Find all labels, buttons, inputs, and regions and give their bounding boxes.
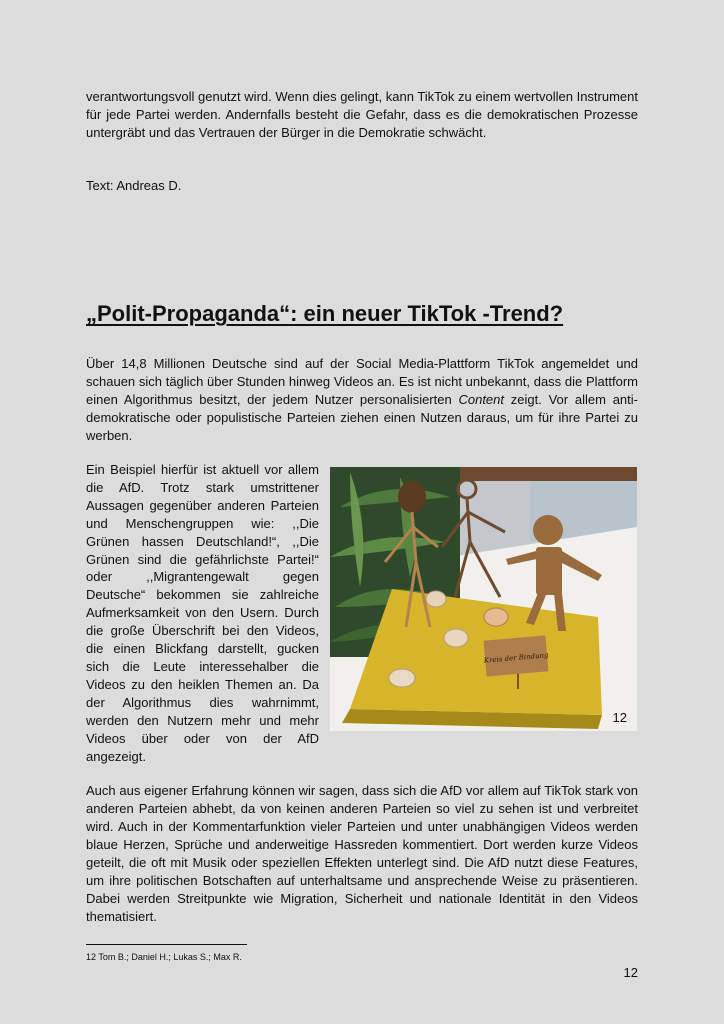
- footnote-divider: [86, 944, 247, 945]
- para1-text-before: Über 14,8 Millionen Deutsche sind auf der Social Media-Plattform TikTok angemeldet und schauen sich täglich über Stunden hinweg Videos an. Es ist nicht unbekannt, dass die Plattform einen Algorithmus besitzt, der jedem Nutzer personalisierten: [86, 356, 638, 407]
- page-number: 12: [623, 965, 638, 980]
- window-frame: [450, 467, 637, 481]
- footnote: 12 Tom B.; Daniel H.; Lukas S.; Max R.: [86, 952, 242, 962]
- author-credit: Text: Andreas D.: [86, 178, 182, 193]
- shell: [484, 608, 508, 626]
- article-paragraph-1: [86, 355, 638, 445]
- diorama-photo: [330, 467, 637, 731]
- shell: [389, 669, 415, 687]
- photo-label: 12: [612, 710, 627, 725]
- article-heading: „Polit-Propaganda“: ein neuer TikTok -Trend?: [86, 301, 564, 326]
- para1-emphasis: Content: [458, 392, 505, 407]
- intro-paragraph: verantwortungsvoll genutzt wird. Wenn dies gelingt, kann TikTok zu einem wertvollen Instrument für jede Partei werden. Andernfalls besteht die Gefahr, dass es die demokratischen Prozesse untergräbt und das Vertrauen der Bürger in die Demokratie schwächt.: [86, 89, 638, 140]
- article-paragraph-3: Auch aus eigener Erfahrung können wir sagen, dass sich die AfD vor allem auf TikTok stark von anderen Parteien abhebt, da von keinen anderen Parteien so viel zu sehen ist und verbreitet wird. Auch in der Kommentarfunktion vieler Parteien und unter unabhängigen Videos werden blaue Herzen, Sprüche und anderweitige Hassreden kommentiert. Dort werden kurze Videos geteilt, die oft mit Musik oder speziellen Effekten unterlegt sind. Die AfD nutzt diese Features, um ihre politischen Botschaften auf unterhaltsame und ansprechende Weise zu präsentieren. Dabei werden Streitpunkte wie Migration, Sicherheit und nationale Identität in den Videos thematisiert.: [86, 783, 638, 924]
- article-paragraph-2: Ein Beispiel hierfür ist aktuell vor allem die AfD. Trotz stark umstrittener Aussagen gegenüber anderen Parteien und Menschengruppen wie: ,,Die Grünen hassen Deutschland!“, ,,Die Grünen sind die gefährlichste Partei!“ oder ,,Migrantengewalt gegen Deutsche“ bekommen sie zahlreiche Aufmerksamkeit von den Usern. Durch die große Überschrift bei den Videos, die einen Blickfang darstellt, gucken sich die Leute interessehalber die Videos zu den heiklen Themen an. Da der Algorithmus dies wahrnimmt, werden den Nutzern mehr und mehr Videos über oder von der AfD angezeigt.: [86, 462, 319, 764]
- shell: [444, 629, 468, 647]
- diorama-illustration: [330, 467, 637, 731]
- sign-text: Kreis der Bindung: [483, 651, 549, 665]
- shell: [426, 591, 446, 607]
- para1-text-after: zeigt. Vor allem anti-demokratische oder populistische Parteien ziehen einen Nutzen daraus, um für ihre Partei zu werben.: [86, 392, 638, 443]
